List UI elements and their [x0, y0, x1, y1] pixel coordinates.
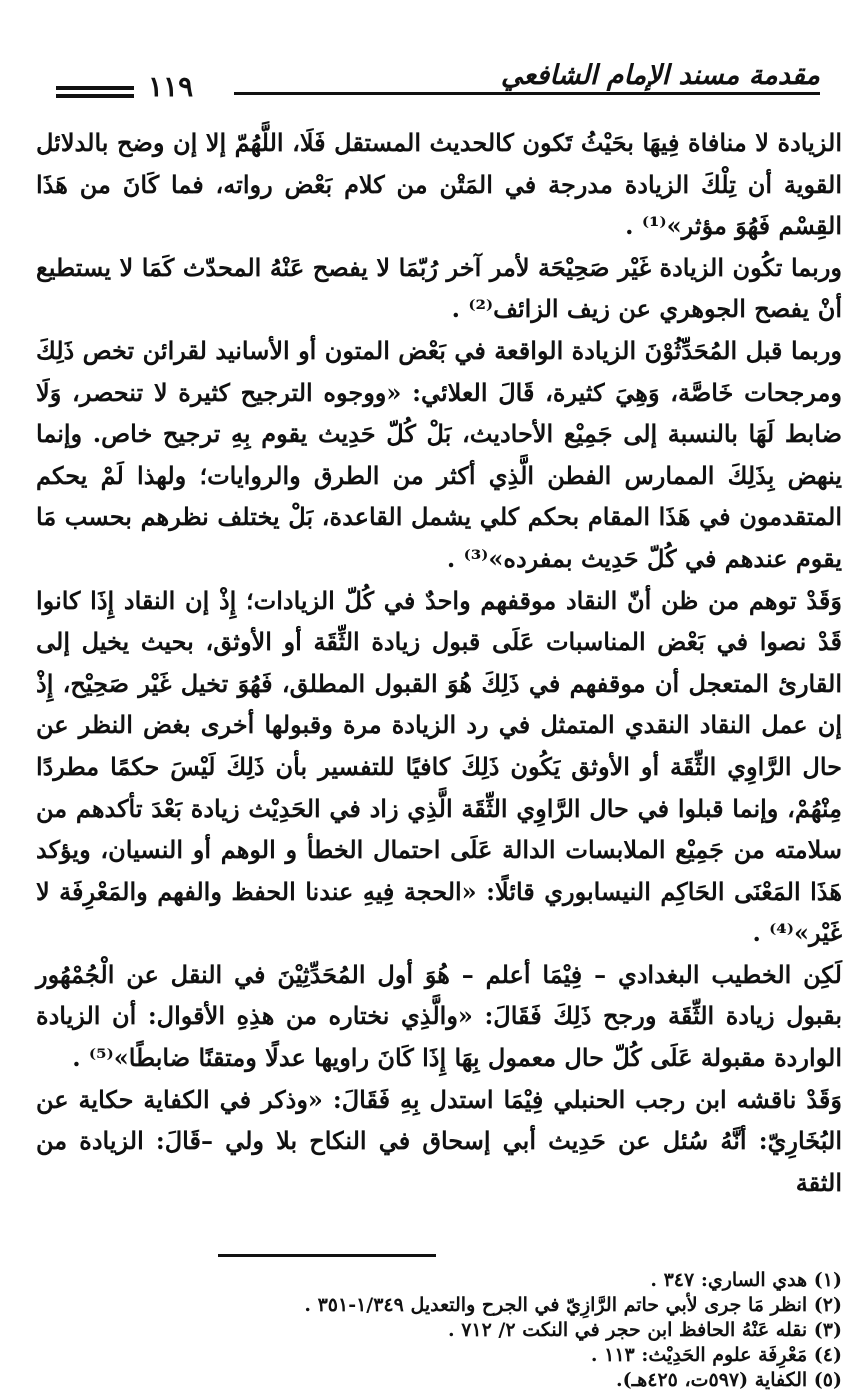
page-number: ١١٩ [148, 70, 194, 103]
header-double-rule-short [56, 86, 134, 98]
footnote: (٣) نقله عَنْهُ الحافظ ابن حجر في النكت ٢/ ٧١٢ . [447, 1319, 842, 1341]
running-title: مقدمة مسند الإمام الشافعي [500, 60, 820, 91]
paragraph: وَقَدْ توهم من ظن أنّ النقاد موقفهم واحدٌ في كُلّ الزيادات؛ إِذْ إن النقاد إِذَا كانوا قَدْ نصوا في بَعْض المناسبات عَلَى قبول زيادة الثِّقَة أو الأوثق، بحيث يخيل إلى القارئ المتعجل أن موقفهم في ذَلِكَ هُوَ القبول المطلق، فَهُوَ تخيل غَيْر صَحِيْح، إِذْ إن عمل النقاد النقدي المتمثل في رد الزيادة مرة وقبولها أخرى بغض النظر عن حال الرَّاوِي الثِّقَة أو الأوثق يَكُون ذَلِكَ كافيًا للتفسير بأن ذَلِكَ لَيْسَ حكمًا مطردًا مِنْهُمْ، وإنما قبلوا في حال الرَّاوِي الثِّقَة الَّذِي زاد في الحَدِيْث زيادة بَعْدَ تأكدهم من سلامته من جَمِيْع الملابسات الدالة عَلَى احتمال الخطأ و الوهم أو النسيان، ويؤكد هَذَا المَعْنَى الحَاكِم النيسابوري قائلًا: «الحجة فِيهِ عندنا الحفظ والفهم والمَعْرِفَة لا غَيْر»⁽⁴⁾ . [36, 585, 842, 948]
main-text [36, 122, 842, 1203]
footnote: (٥) الكفاية (٥٩٧ت، ٤٢٥هـ). [616, 1369, 842, 1391]
paragraph: الزيادة لا منافاة فِيهَا بحَيْثُ تَكون كالحديث المستقل فَلَا، اللَّهُمّ إلا إن وضح بالدلائل القوية أن تِلْكَ الزيادة مدرجة في المَتْن من كلام بَعْض رواته، فما كَانَ من هَذَا القِسْم فَهُوَ مؤثر»⁽¹⁾ . [36, 128, 842, 241]
footnote: (١) هدي الساري: ٣٤٧ . [650, 1269, 842, 1291]
footnote: (٢) انظر مَا جرى لأبي حاتم الرَّازِيّ في الجرح والتعديل ١/٣٤٩-٣٥١ . [304, 1294, 842, 1316]
paragraph: وربما قبل المُحَدِّثُوْنَ الزيادة الواقعة في بَعْض المتون أو الأسانيد لقرائن تخص ذَلِكَ ومرجحات خَاصَّة، وَهِيَ كثيرة، قَالَ العلائي: «ووجوه الترجيح كثيرة لا تنحصر، وَلَا ضابط لَهَا بالنسبة إلى جَمِيْع الأحاديث، بَلْ كُلّ حَدِيث يقوم بِهِ ترجيح خاص. وإنما ينهض بِذَلِكَ الممارس الفطن الَّذِي أكثر من الطرق والروايات؛ ولهذا لَمْ يحكم المتقدمون في هَذَا المقام بحكم كلي يشمل القاعدة، بَلْ يختلف نظرهم بحسب مَا يقوم عندهم في كُلّ حَدِيث بمفرده»⁽³⁾ . [36, 335, 842, 573]
paragraph: لَكِن الخطيب البغدادي – فِيْمَا أعلم – هُوَ أول المُحَدِّثِيْنَ في النقل عن الْجُمْهُور بقبول زيادة الثِّقَة ورجح ذَلِكَ فَقَالَ: «والَّذِي نختاره من هذِهِ الأقوال: أن الزيادة الواردة مقبولة عَلَى كُلّ حال معمول بِهَا إِذَا كَانَ راويها عدلًا ومتقنًا ضابطًا»⁽⁵⁾ . [36, 959, 842, 1073]
header-rule [234, 92, 820, 95]
paragraph: وَقَدْ ناقشه ابن رجب الحنبلي فِيْمَا استدل بِهِ فَقَالَ: «وذكر في الكفاية حكاية عن البُخَارِيّ: أنَّهُ سُئل عن حَدِيث أبي إسحاق في النكاح بلا ولي –قَالَ: الزيادة من الثقة [36, 1084, 842, 1197]
footnotes [36, 1268, 842, 1393]
footnote-separator [218, 1254, 436, 1257]
page-header [18, 0, 846, 104]
paragraph: وربما تكُون الزيادة غَيْر صَحِيْحَة لأمر آخر رُبّمَا لا يفصح عَنْهُ المحدّث كَمَا لا يستطيع أنْ يفصح الجوهري عن زيف الزائف⁽²⁾ . [36, 252, 842, 324]
footnote: (٤) مَعْرِفَة علوم الحَدِيْث: ١١٣ . [590, 1344, 842, 1366]
